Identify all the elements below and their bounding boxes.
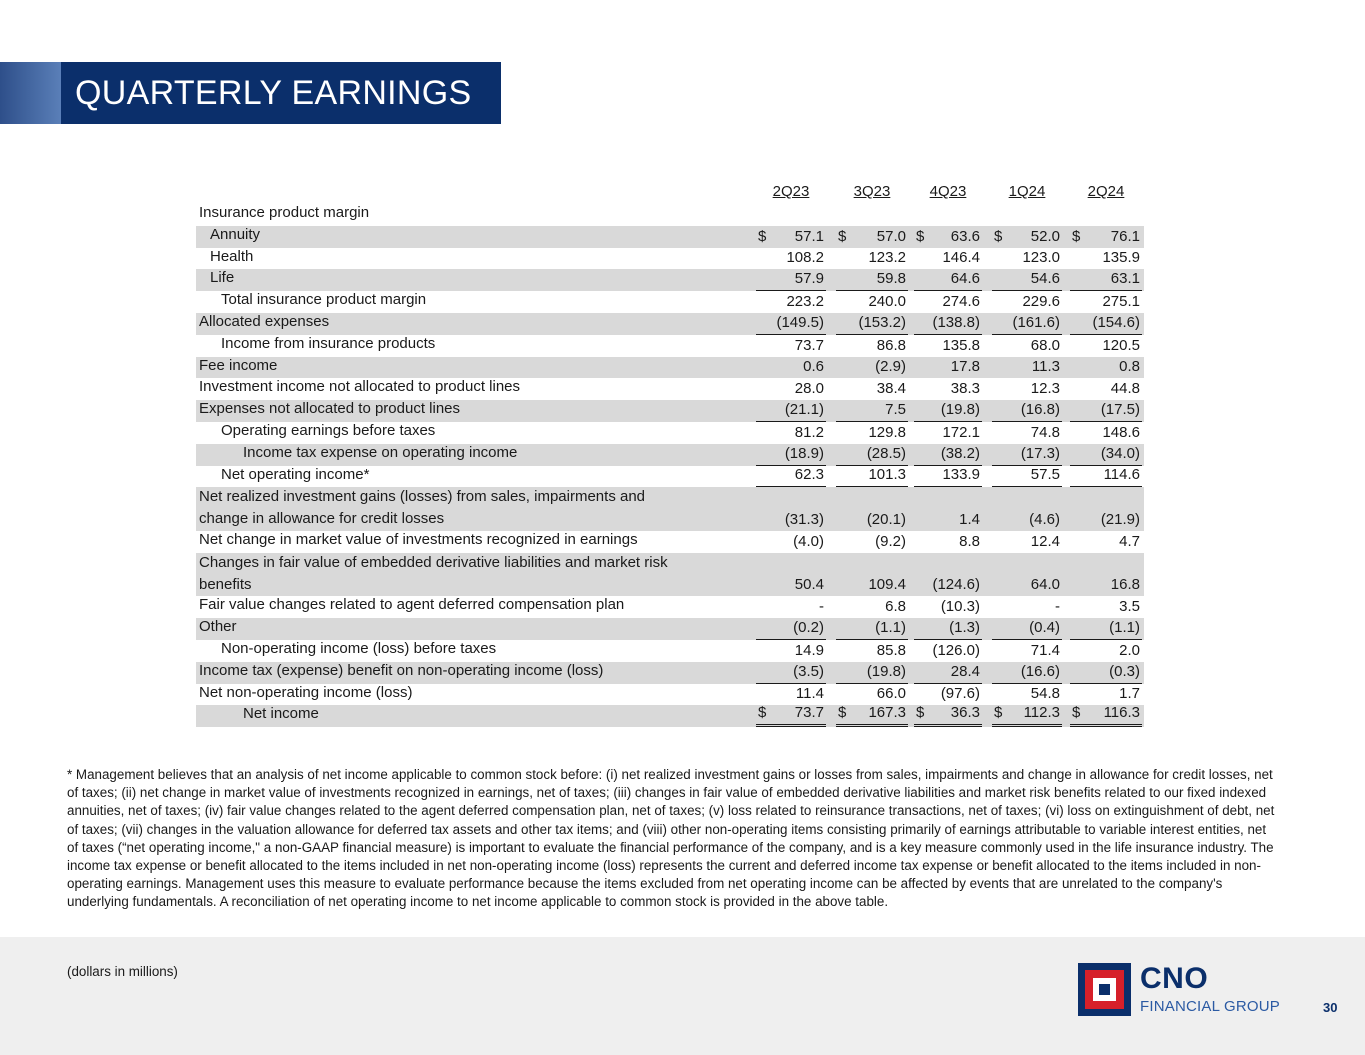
column-header: 1Q24 (1008, 183, 1046, 200)
cell-value: 63.6 (950, 227, 980, 245)
logo-wordmark: CNO (1140, 962, 1209, 995)
value-cell (836, 510, 908, 531)
row-label (199, 486, 645, 530)
currency-symbol: $ (1072, 704, 1081, 722)
value-cell (836, 292, 908, 313)
currency-symbol: $ (838, 704, 847, 722)
value-cell (914, 292, 982, 313)
value-cell (992, 466, 1062, 487)
value-cell (756, 619, 826, 640)
row-label: Net operating income* (221, 465, 370, 483)
table-row (196, 291, 1144, 313)
value-cell (914, 706, 982, 727)
cell-value: 0.8 (1119, 358, 1140, 376)
cell-value: 112.3 (1023, 704, 1060, 722)
cell-value: 62.3 (794, 466, 824, 484)
value-cell (1070, 336, 1142, 357)
value-cell (1070, 597, 1142, 618)
cell-value: (161.6) (1012, 313, 1060, 331)
value-cell (992, 401, 1062, 422)
table-row (196, 400, 1144, 422)
value-cell (1070, 445, 1142, 466)
value-cell (836, 423, 908, 444)
cell-value: 54.6 (1030, 270, 1060, 288)
cell-value: 172.1 (942, 423, 980, 441)
value-cell (836, 597, 908, 618)
row-label-line: change in allowance for credit losses (199, 510, 445, 528)
value-cell (836, 379, 908, 400)
cell-value: 64.6 (950, 270, 980, 288)
cell-value: (16.8) (1020, 400, 1060, 418)
row-label: Net non-operating income (loss) (199, 683, 413, 701)
cell-value: 1.7 (1119, 685, 1140, 703)
table-row (196, 640, 1144, 662)
cell-value: (126.0) (932, 641, 980, 659)
cell-value: (3.5) (793, 662, 824, 680)
cell-value: 57.5 (1030, 466, 1060, 484)
table-row (196, 269, 1144, 291)
table-row (196, 378, 1144, 400)
value-cell (756, 684, 826, 705)
value-cell (836, 314, 908, 335)
value-cell (756, 663, 826, 684)
value-cell (914, 619, 982, 640)
cell-value: 135.9 (1102, 249, 1140, 267)
cell-value: 12.3 (1030, 380, 1060, 398)
column-header: 2Q23 (772, 183, 810, 200)
value-cell (992, 227, 1062, 248)
currency-symbol: $ (916, 227, 925, 245)
row-label: Investment income not allocated to product lines (199, 378, 521, 396)
value-cell (914, 270, 982, 291)
cell-value: 11.3 (1031, 358, 1060, 376)
row-label: Insurance product margin (199, 204, 370, 221)
value-cell (914, 684, 982, 705)
cell-value: (124.6) (932, 576, 980, 594)
value-cell (1070, 227, 1142, 248)
cell-value: - (819, 598, 824, 616)
value-cell (756, 466, 826, 487)
cell-value: 4.7 (1119, 532, 1140, 550)
value-cell (756, 597, 826, 618)
value-cell (914, 336, 982, 357)
row-label: Total insurance product margin (221, 291, 427, 309)
company-logo (1078, 962, 1288, 1018)
cell-value: (153.2) (858, 313, 906, 331)
value-cell (1070, 641, 1142, 662)
value-cell (914, 663, 982, 684)
cell-value: 6.8 (885, 598, 906, 616)
value-cell (756, 423, 826, 444)
cell-value: (10.3) (940, 598, 980, 616)
table-row (196, 596, 1144, 618)
value-cell (1070, 532, 1142, 553)
table-row (196, 226, 1144, 248)
value-cell (836, 357, 908, 378)
value-cell (914, 227, 982, 248)
value-cell (1070, 684, 1142, 705)
cell-value: 101.3 (868, 466, 906, 484)
value-cell (992, 336, 1062, 357)
cell-value: 85.8 (876, 641, 906, 659)
logo-mark-icon (1078, 963, 1131, 1016)
cell-value: (17.5) (1100, 400, 1140, 418)
cell-value: 11.4 (795, 685, 824, 703)
table-row (196, 248, 1144, 270)
cell-value: (4.6) (1029, 510, 1060, 528)
value-cell (992, 575, 1062, 596)
row-label: Income tax (expense) benefit on non-operating income (loss) (199, 661, 604, 679)
cell-value: (149.5) (776, 313, 824, 331)
cell-value: 64.0 (1030, 576, 1060, 594)
value-cell (1070, 510, 1142, 531)
table-row (196, 705, 1144, 727)
value-cell (836, 401, 908, 422)
cell-value: 71.4 (1030, 641, 1060, 659)
cell-value: 274.6 (942, 292, 980, 310)
cell-value: 74.8 (1030, 423, 1060, 441)
value-cell (756, 532, 826, 553)
cell-value: (9.2) (875, 532, 906, 550)
value-cell (914, 575, 982, 596)
cell-value: 76.1 (1110, 227, 1140, 245)
value-cell (914, 532, 982, 553)
cell-value: 14.9 (794, 641, 824, 659)
row-label: Operating earnings before taxes (221, 421, 436, 439)
page-title: QUARTERLY EARNINGS (75, 73, 472, 112)
cell-value: 44.8 (1110, 380, 1140, 398)
currency-symbol: $ (758, 227, 767, 245)
value-cell (992, 706, 1062, 727)
value-cell (914, 248, 982, 269)
cell-value: (97.6) (940, 685, 980, 703)
value-cell (992, 597, 1062, 618)
cell-value: (21.9) (1100, 510, 1140, 528)
value-cell (992, 619, 1062, 640)
cell-value: 28.0 (794, 380, 824, 398)
cell-value: 17.8 (950, 358, 980, 376)
cell-value: (2.9) (875, 358, 906, 376)
value-cell (1070, 401, 1142, 422)
cell-value: 223.2 (786, 292, 824, 310)
cell-value: (0.2) (793, 618, 824, 636)
cell-value: (1.1) (1109, 618, 1140, 636)
cell-value: 73.7 (794, 336, 824, 354)
cell-value: (16.6) (1020, 662, 1060, 680)
cell-value: 54.8 (1030, 685, 1060, 703)
column-header: 2Q24 (1087, 183, 1125, 200)
value-cell (836, 575, 908, 596)
value-cell (1070, 706, 1142, 727)
title-bar (61, 62, 501, 124)
value-cell (756, 445, 826, 466)
value-cell (914, 314, 982, 335)
cell-value: 116.3 (1103, 704, 1140, 722)
cell-value: 38.3 (950, 380, 980, 398)
value-cell (992, 270, 1062, 291)
table-row (196, 466, 1144, 488)
value-cell (836, 466, 908, 487)
currency-symbol: $ (994, 227, 1003, 245)
value-cell (756, 336, 826, 357)
value-cell (992, 641, 1062, 662)
table-row (196, 531, 1144, 553)
cell-value: 81.2 (794, 423, 824, 441)
value-cell (914, 641, 982, 662)
table-row (196, 553, 1144, 597)
value-cell (836, 641, 908, 662)
value-cell (756, 314, 826, 335)
cell-value: (21.1) (784, 400, 824, 418)
row-label (199, 552, 668, 596)
row-label: Income tax expense on operating income (243, 443, 518, 461)
value-cell (1070, 357, 1142, 378)
value-cell (836, 270, 908, 291)
cell-value: 2.0 (1119, 641, 1140, 659)
value-cell (756, 641, 826, 662)
cell-value: 133.9 (942, 466, 980, 484)
value-cell (914, 597, 982, 618)
row-label-line: Net realized investment gains (losses) from sales, impairments and (199, 488, 646, 506)
table-row (196, 444, 1144, 466)
cell-value: 120.5 (1102, 336, 1140, 354)
cell-value: 63.1 (1110, 270, 1140, 288)
units-note: (dollars in millions) (67, 964, 178, 979)
value-cell (1070, 423, 1142, 444)
value-cell (836, 663, 908, 684)
value-cell (756, 510, 826, 531)
value-cell (836, 684, 908, 705)
cell-value: (138.8) (932, 313, 980, 331)
cell-value: 68.0 (1030, 336, 1060, 354)
value-cell (756, 292, 826, 313)
table-header-row (196, 182, 1144, 204)
value-cell (756, 401, 826, 422)
cell-value: 66.0 (876, 685, 906, 703)
currency-symbol: $ (758, 704, 767, 722)
value-cell (914, 401, 982, 422)
cell-value: 114.6 (1103, 466, 1140, 484)
value-cell (836, 532, 908, 553)
value-cell (992, 423, 1062, 444)
logo-subtitle: FINANCIAL GROUP (1140, 998, 1280, 1015)
value-cell (756, 357, 826, 378)
currency-symbol: $ (916, 704, 925, 722)
column-header: 3Q23 (853, 183, 891, 200)
value-cell (992, 510, 1062, 531)
cell-value: 135.8 (942, 336, 980, 354)
cell-value: 275.1 (1102, 292, 1140, 310)
row-label: Other (199, 618, 237, 636)
value-cell (992, 357, 1062, 378)
row-label: Health (210, 247, 254, 265)
cell-value: (20.1) (866, 510, 906, 528)
cell-value: (34.0) (1100, 444, 1140, 462)
row-label: Non-operating income (loss) before taxes (221, 639, 497, 657)
cell-value: (17.3) (1020, 444, 1060, 462)
value-cell (836, 248, 908, 269)
row-label: Expenses not allocated to product lines (199, 400, 460, 418)
cell-value: (38.2) (940, 444, 980, 462)
cell-value: (4.0) (793, 532, 824, 550)
table-row (196, 684, 1144, 706)
value-cell (1070, 314, 1142, 335)
value-cell (914, 445, 982, 466)
cell-value: 8.8 (959, 532, 980, 550)
value-cell (914, 357, 982, 378)
cell-value: 123.2 (868, 249, 906, 267)
cell-value: 52.0 (1030, 227, 1060, 245)
cell-value: (0.3) (1109, 662, 1140, 680)
cell-value: 50.4 (794, 576, 824, 594)
value-cell (756, 706, 826, 727)
page-number: 30 (1323, 1000, 1338, 1015)
value-cell (756, 575, 826, 596)
cell-value: 108.2 (786, 249, 824, 267)
cell-value: 0.6 (803, 358, 824, 376)
row-label-line: Changes in fair value of embedded derivative liabilities and market risk (199, 553, 668, 571)
cell-value: 57.9 (794, 270, 824, 288)
value-cell (992, 445, 1062, 466)
table-row (196, 335, 1144, 357)
value-cell (992, 684, 1062, 705)
table-row (196, 357, 1144, 379)
value-cell (836, 336, 908, 357)
value-cell (1070, 466, 1142, 487)
cell-value: 129.8 (868, 423, 906, 441)
column-header: 4Q23 (929, 183, 967, 200)
value-cell (1070, 379, 1142, 400)
cell-value: (18.9) (784, 444, 824, 462)
cell-value: (19.8) (866, 662, 906, 680)
earnings-table (196, 182, 1144, 727)
value-cell (836, 227, 908, 248)
cell-value: 36.3 (950, 704, 980, 722)
cell-value: (28.5) (866, 444, 906, 462)
table-row (196, 313, 1144, 335)
cell-value: (1.3) (949, 618, 980, 636)
cell-value: 167.3 (868, 704, 906, 722)
table-row (196, 422, 1144, 444)
cell-value: 28.4 (950, 662, 980, 680)
cell-value: 86.8 (876, 336, 906, 354)
row-label: Life (210, 269, 235, 287)
value-cell (756, 379, 826, 400)
currency-symbol: $ (838, 227, 847, 245)
row-label-line: benefits (199, 575, 252, 593)
value-cell (836, 445, 908, 466)
table-row (196, 204, 1144, 226)
value-cell (1070, 575, 1142, 596)
cell-value: 1.4 (959, 510, 980, 528)
cell-value: 229.6 (1022, 292, 1060, 310)
value-cell (992, 379, 1062, 400)
value-cell (836, 706, 908, 727)
table-row (196, 618, 1144, 640)
value-cell (1070, 292, 1142, 313)
table-row (196, 487, 1144, 531)
row-label: Fair value changes related to agent deferred compensation plan (199, 596, 625, 614)
table-row (196, 662, 1144, 684)
cell-value: 123.0 (1022, 249, 1060, 267)
cell-value: - (1055, 598, 1060, 616)
cell-value: 148.6 (1102, 423, 1140, 441)
value-cell (1070, 619, 1142, 640)
cell-value: 57.1 (794, 227, 824, 245)
value-cell (1070, 270, 1142, 291)
value-cell (1070, 248, 1142, 269)
row-label: Net change in market value of investments recognized in earnings (199, 530, 638, 548)
value-cell (992, 292, 1062, 313)
row-label: Annuity (210, 225, 261, 243)
value-cell (756, 270, 826, 291)
cell-value: 7.5 (885, 400, 906, 418)
currency-symbol: $ (994, 704, 1003, 722)
cell-value: 12.4 (1030, 532, 1060, 550)
value-cell (756, 248, 826, 269)
cell-value: 240.0 (868, 292, 906, 310)
value-cell (914, 423, 982, 444)
cell-value: (1.1) (875, 618, 906, 636)
cell-value: 73.7 (794, 704, 824, 722)
footnote: * Management believes that an analysis of net income applicable to common stock before: (i) net realized investment gains or losses from sales, impairments and change in allowance for credit losses, net of taxes; (ii) net change in market value of investments recognized in earnings, net of taxes; (iii) changes in fair value of embedded derivative liabilities and market risk benefits related to our fixed indexed annuities, net of taxes; (iv) fair value changes related to the agent deferred compensation plan, net of taxes; (v) loss related to reinsurance transactions, net of taxes; (vi) loss on extinguishment of debt, net of taxes; (vii) changes in the valuation allowance for deferred tax assets and other tax items; and (viii) other non-operating items consisting primarily of earnings attributable to variable interest entities, net of taxes (“net operating income," a non-GAAP financial measure) is important to evaluate the financial performance of the company, and is a key measure commonly used in the life insurance industry. The income tax expense or benefit allocated to the items included in net non-operating income (loss) represents the current and deferred income tax expense or benefit allocated to the items included in non-operating earnings. Management uses this measure to evaluate performance because the items excluded from net operating income can be affected by events that are unrelated to the company's underlying fundamentals. A reconciliation of net operating income to net income applicable to common stock is provided in the above table. (67, 767, 1275, 910)
cell-value: 59.8 (876, 270, 906, 288)
table-body (196, 204, 1144, 727)
cell-value: 57.0 (876, 227, 906, 245)
row-label: Allocated expenses (199, 312, 330, 330)
currency-symbol: $ (1072, 227, 1081, 245)
cell-value: (154.6) (1092, 313, 1140, 331)
value-cell (992, 248, 1062, 269)
cell-value: (31.3) (784, 510, 824, 528)
cell-value: 16.8 (1110, 576, 1140, 594)
value-cell (992, 532, 1062, 553)
value-cell (992, 314, 1062, 335)
row-label: Income from insurance products (221, 334, 436, 352)
cell-value: 38.4 (876, 380, 906, 398)
row-label: Net income (243, 705, 319, 723)
value-cell (756, 227, 826, 248)
value-cell (1070, 663, 1142, 684)
value-cell (992, 663, 1062, 684)
row-label: Fee income (199, 356, 278, 374)
cell-value: 146.4 (942, 249, 980, 267)
value-cell (914, 379, 982, 400)
value-cell (836, 619, 908, 640)
value-cell (914, 510, 982, 531)
cell-value: (0.4) (1029, 618, 1060, 636)
cell-value: (19.8) (940, 400, 980, 418)
title-accent-block (0, 62, 61, 124)
cell-value: 3.5 (1119, 598, 1140, 616)
value-cell (914, 466, 982, 487)
cell-value: 109.4 (868, 576, 906, 594)
